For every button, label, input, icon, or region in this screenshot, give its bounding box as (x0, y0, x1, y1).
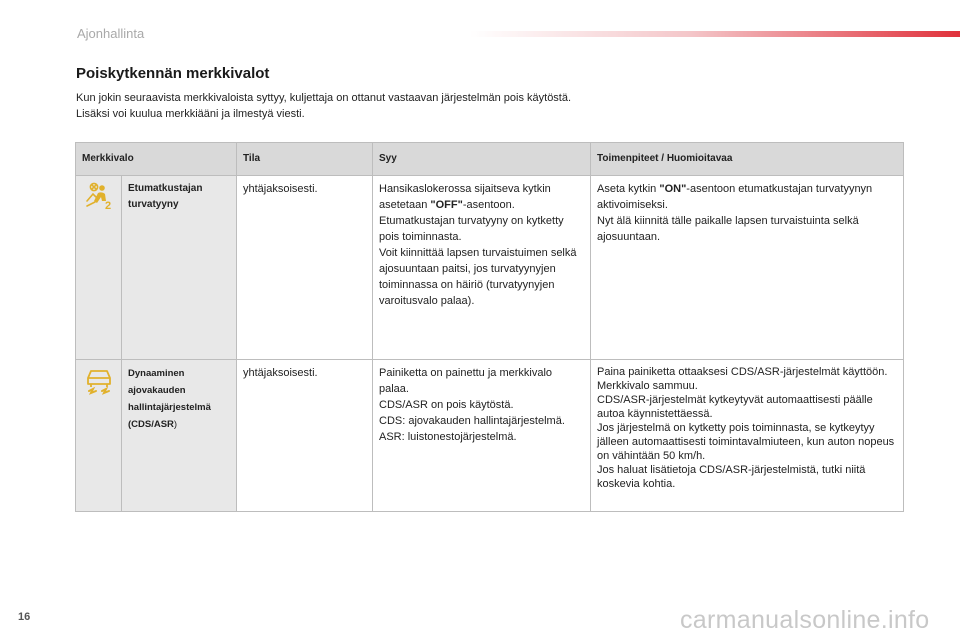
cause-text: CDS/ASR on pois käytöstä. (379, 399, 514, 411)
header-syy: Syy (373, 143, 591, 176)
table-row (76, 360, 904, 512)
light-name-cell (122, 360, 237, 512)
page-number: 16 (18, 611, 31, 623)
chapter-title: Ajonhallinta (77, 26, 145, 41)
action-text: -asentoon etumatkustajan turvatyynyn aktivoimiseksi. (597, 183, 873, 211)
state-cell (237, 360, 373, 512)
action-text: Paina painiketta ottaaksesi CDS/ASR-järjestelmät käyttöön. Merkkivalo sammuu. (597, 366, 888, 392)
section-title: Poiskytkennän merkkivalot (76, 65, 270, 82)
header-accent-bar (470, 31, 960, 37)
action-text: Jos haluat lisätietoja CDS/ASR-järjestelmistä, tutki niitä koskevia kohtia. (597, 464, 866, 490)
action-cell (591, 176, 904, 360)
header-toimenpiteet: Toimenpiteet / Huomioitavaa (591, 143, 904, 176)
cause-text: ASR: luistonestojärjestelmä. (379, 431, 517, 443)
action-text: Nyt älä kiinnitä tälle paikalle lapsen turvaistuinta selkä ajosuuntaan. (597, 215, 859, 243)
action-text: Jos järjestelmä on kytketty pois toiminnasta, se kytkeytyy jälleen automaattisesti toimintavalmiuteen, kun auton nopeus on vähintään 50 km/h. (597, 422, 895, 462)
table-row (76, 176, 904, 360)
intro-text (76, 90, 896, 122)
state-cell (237, 176, 373, 360)
cause-text: -asentoon. (462, 199, 515, 211)
cause-text: Etumatkustajan turvatyyny on kytketty pois toiminnasta. (379, 215, 564, 243)
light-name-line: Dynaaminen (128, 368, 185, 379)
cause-text: Voit kiinnittää lapsen turvaistuimen selkä ajosuuntaan paitsi, jos turvatyynyjen toiminnassa on häiriö (turvatyynyjen varoitusvalo palaa). (379, 247, 577, 307)
light-name-line: hallintajärjestelmä (128, 402, 211, 413)
light-name-cell (122, 176, 237, 360)
light-name-line: turvatyyny (128, 199, 179, 210)
cause-text: Painiketta on painettu ja merkkivalo palaa. (379, 367, 553, 395)
header-merkkivalo: Merkkivalo (76, 143, 237, 176)
passenger-airbag-off-icon (84, 181, 114, 216)
action-text: CDS/ASR-järjestelmät kytkeytyvät automaattisesti päälle autoa käynnistettäessä. (597, 394, 873, 420)
cause-text-bold: "OFF" (430, 199, 463, 211)
cause-cell (373, 360, 591, 512)
header-tila: Tila (237, 143, 373, 176)
dsc-asr-off-icon (84, 365, 114, 400)
action-text-bold: "ON" (659, 183, 687, 195)
action-cell (591, 360, 904, 512)
cause-cell (373, 176, 591, 360)
warning-lights-table (75, 142, 904, 512)
cause-text: Hansikaslokerossa sijaitseva kytkin asetetaan (379, 183, 551, 211)
state-text: yhtäjaksoisesti. (243, 367, 318, 379)
light-name-line: Etumatkustajan (128, 183, 203, 194)
svg-text:2: 2 (104, 200, 111, 211)
light-name-paren: ) (173, 419, 178, 430)
cause-text: CDS: ajovakauden hallintajärjestelmä. (379, 415, 565, 427)
icon-cell (76, 176, 122, 360)
state-text: yhtäjaksoisesti. (243, 183, 318, 195)
watermark: carmanualsonline.info (680, 606, 930, 634)
icon-cell (76, 360, 122, 512)
light-name-line: ajovakauden (128, 385, 186, 396)
table-header-row (76, 143, 904, 176)
intro-line-2: Lisäksi voi kuulua merkkiääni ja ilmestyä viesti. (76, 108, 305, 120)
light-name-line: (CDS/ASR (128, 419, 174, 430)
action-text: Aseta kytkin (597, 183, 660, 195)
intro-line-1: Kun jokin seuraavista merkkivaloista syttyy, kuljettaja on ottanut vastaavan järjestelmän pois käytöstä. (76, 92, 572, 104)
